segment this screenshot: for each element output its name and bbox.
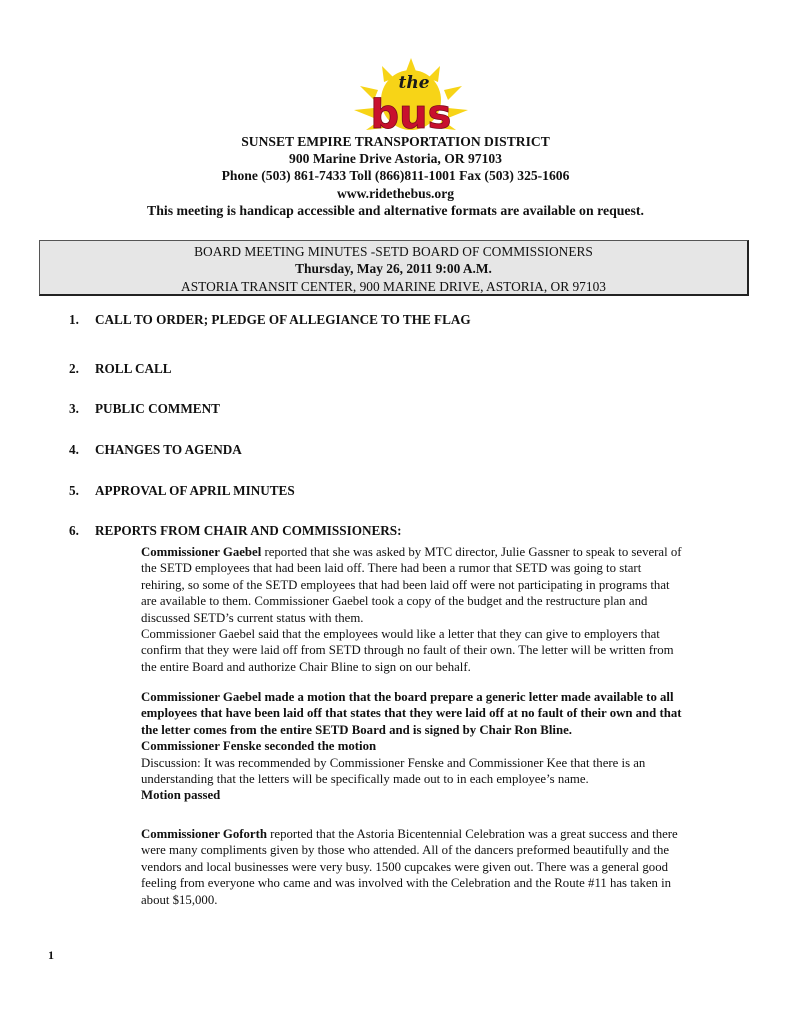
letterhead <box>0 133 791 219</box>
report-text: were many compliments given by those who attended. All of the dancers preformed beautifully and the <box>141 843 670 858</box>
org-website[interactable]: www.ridethebus.org <box>336 185 455 201</box>
report-text: about $15,000. <box>141 892 218 907</box>
agenda-item-number: 4. <box>69 442 79 457</box>
report-text: reported that the Astoria Bicentennial Celebration was a great success and there <box>266 827 678 841</box>
agenda-item-label: ROLL CALL <box>95 361 172 376</box>
org-phone-line: Phone (503) 861-7433 Toll (866)811-1001 Fax (503) 325-1606 <box>221 168 570 184</box>
meeting-info-box <box>39 240 749 296</box>
org-name: SUNSET EMPIRE TRANSPORTATION DISTRICT <box>241 134 550 149</box>
agenda-item <box>69 312 471 328</box>
motion-block <box>141 689 756 804</box>
agenda-item-number: 6. <box>69 523 79 538</box>
report-text: vendors and local businesses were very busy. 1500 cupcakes were given out. There was a general good <box>141 859 668 874</box>
meeting-title: BOARD MEETING MINUTES -SETD BOARD OF COMMISSIONERS <box>194 244 593 259</box>
report-gaebel <box>141 544 756 675</box>
motion-text: Commissioner Gaebel made a motion that the board prepare a generic letter made available to all <box>141 690 674 704</box>
report-text: rehiring, so some of the SETD employees that had been laid off were not participating in programs that <box>141 577 670 592</box>
report-text: reported that she was asked by MTC director, Julie Gassner to speak to several of <box>261 545 682 559</box>
agenda-item-label: PUBLIC COMMENT <box>95 401 220 416</box>
report-goforth <box>141 826 756 908</box>
agenda-item-number: 2. <box>69 361 79 376</box>
report-text: are available to them. Commissioner Gaebel took a copy of the budget and the restructure plan and <box>141 594 648 609</box>
discussion-text: understanding that the letters will be specifically made out to in each employee’s name. <box>141 772 589 787</box>
the-bus-logo <box>352 58 470 136</box>
meeting-date: Thursday, May 26, 2011 9:00 A.M. <box>295 261 492 277</box>
agenda-item-number: 3. <box>69 401 79 416</box>
motion-text: employees that have been laid off that states that they were laid off at no fault of their own and that <box>141 706 682 721</box>
agenda-item-label: CHANGES TO AGENDA <box>95 442 242 457</box>
agenda-item-label: APPROVAL OF APRIL MINUTES <box>95 483 295 498</box>
logo-the-text: the <box>398 73 430 93</box>
commissioner-name: Commissioner Goforth <box>141 827 267 841</box>
report-text: confirm that they were laid off from SETD through no fault of their own. The letter will be written from <box>141 643 674 658</box>
report-text: Commissioner Gaebel said that the employees would like a letter that they can give to employers that <box>141 627 660 642</box>
accessibility-note: This meeting is handicap accessible and alternative formats are available on request. <box>147 202 644 218</box>
agenda-item <box>69 523 402 539</box>
agenda-item <box>69 442 242 458</box>
discussion-text: Discussion: It was recommended by Commissioner Fenske and Commissioner Kee that there is an <box>141 755 646 770</box>
report-text: discussed SETD’s current status with them. <box>141 610 364 625</box>
report-text: feeling from everyone who came and was involved with the Celebration and the Route #11 has taken in <box>141 876 672 891</box>
meeting-location: ASTORIA TRANSIT CENTER, 900 MARINE DRIVE, ASTORIA, OR 97103 <box>181 278 606 294</box>
commissioner-name: Commissioner Gaebel <box>141 545 262 559</box>
page-number: 1 <box>48 948 54 962</box>
agenda-item <box>69 401 220 417</box>
agenda-item-label: REPORTS FROM CHAIR AND COMMISSIONERS: <box>95 523 402 538</box>
agenda-item-number: 5. <box>69 483 79 498</box>
motion-text: the letter comes from the entire SETD Board and is signed by Chair Ron Bline. <box>141 722 572 737</box>
logo-bus-text: bus <box>370 92 452 136</box>
report-text: the entire Board and authorize Chair Bline to sign on our behalf. <box>141 659 471 674</box>
report-text: the SETD employees that had been laid off. There had been a rumor that SETD was going to start <box>141 561 642 576</box>
org-address: 900 Marine Drive Astoria, OR 97103 <box>289 151 502 167</box>
motion-result: Motion passed <box>141 788 221 803</box>
agenda-item-label: CALL TO ORDER; PLEDGE OF ALLEGIANCE TO THE FLAG <box>95 312 471 327</box>
agenda-item <box>69 361 172 377</box>
motion-second: Commissioner Fenske seconded the motion <box>141 739 377 754</box>
agenda-item <box>69 483 295 499</box>
agenda-item-number: 1. <box>69 312 79 327</box>
